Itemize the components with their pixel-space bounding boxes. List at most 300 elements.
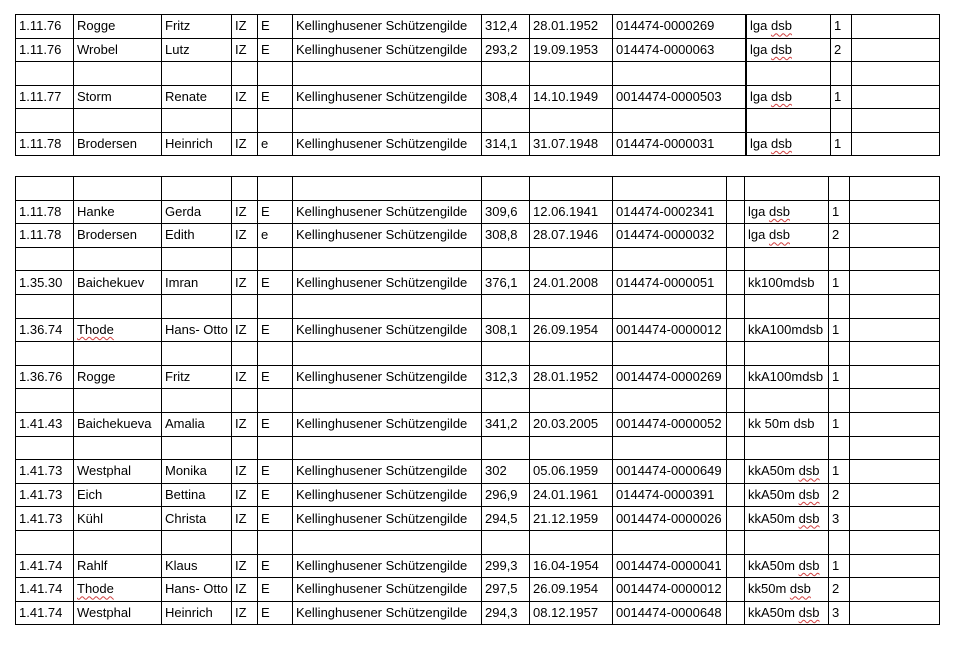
score-cell: 299,3 [482,554,530,578]
rank-cell: 2 [829,224,850,248]
member-id-cell: 0014474-0000052 [613,412,727,436]
rank-cell: 1 [829,200,850,224]
first-name-cell: Renate [162,85,232,109]
surname-cell [74,62,162,86]
table-row [16,578,940,602]
spacer-cell [727,342,745,366]
surname-cell: Westphal [74,460,162,484]
club-name-cell [293,530,482,554]
spacer-cell [727,177,745,201]
extra-cell [850,177,940,201]
class-code-cell: 1.36.74 [16,318,74,342]
birth-date-cell: 16.04-1954 [530,554,613,578]
score-cell: 297,5 [482,578,530,602]
birth-date-cell [530,294,613,318]
member-id-cell: 0014474-0000026 [613,507,727,531]
club-name-cell: Kellinghusener Schützengilde [293,365,482,389]
extra-cell [852,132,940,156]
iz-code-cell [232,342,258,366]
birth-date-cell [530,530,613,554]
birth-date-cell: 14.10.1949 [530,85,613,109]
spacer-cell [727,389,745,413]
club-name-cell [293,109,482,133]
discipline-cell [745,342,829,366]
discipline-cell [745,389,829,413]
discipline-cell: kk50m dsb [745,578,829,602]
birth-date-cell [530,109,613,133]
surname-cell: Wrobel [74,38,162,62]
surname-cell: Eich [74,483,162,507]
iz-code-cell [232,247,258,271]
club-name-cell [293,389,482,413]
score-cell [482,530,530,554]
spacer-cell [727,554,745,578]
score-cell: 308,8 [482,224,530,248]
iz-code-cell [232,294,258,318]
first-name-cell: Heinrich [162,601,232,625]
spellcheck-word: dsb [798,463,820,479]
spacer-cell [727,271,745,295]
surname-cell: Hanke [74,200,162,224]
rank-cell: 2 [829,578,850,602]
e-flag-cell [258,436,293,460]
discipline-cell: kkA50m dsb [745,554,829,578]
birth-date-cell: 08.12.1957 [530,601,613,625]
discipline-cell: lga dsb [747,132,831,156]
e-flag-cell [258,294,293,318]
member-id-cell [613,530,727,554]
score-cell: 312,4 [482,15,530,39]
discipline-cell: kkA100mdsb [745,365,829,389]
table-row [16,318,940,342]
rank-cell: 1 [831,85,852,109]
first-name-cell: Hans- Otto [162,578,232,602]
score-cell: 341,2 [482,412,530,436]
rank-cell: 1 [829,412,850,436]
table-row [16,554,940,578]
iz-code-cell: IZ [232,85,258,109]
first-name-cell: Monika [162,460,232,484]
spellcheck-word: dsb [770,135,792,151]
first-name-cell: Amalia [162,412,232,436]
spacer-cell [727,483,745,507]
score-cell [482,389,530,413]
rank-cell [829,177,850,201]
spellcheck-word: dsb [768,203,790,219]
extra-cell [850,247,940,271]
member-id-cell [613,342,727,366]
e-flag-cell: E [258,601,293,625]
class-code-cell: 1.41.43 [16,412,74,436]
blank-row [16,177,940,201]
rank-cell: 3 [829,601,850,625]
iz-code-cell [232,62,258,86]
iz-code-cell: IZ [232,318,258,342]
birth-date-cell: 20.03.2005 [530,412,613,436]
surname-cell: Rogge [74,365,162,389]
discipline-cell: kkA100mdsb [745,318,829,342]
member-id-cell [613,247,727,271]
first-name-cell [162,436,232,460]
birth-date-cell: 28.01.1952 [530,15,613,39]
e-flag-cell [258,530,293,554]
rank-cell [831,109,852,133]
blank-row [16,436,940,460]
surname-cell: Baichekueva [74,412,162,436]
iz-code-cell: IZ [232,507,258,531]
extra-cell [850,294,940,318]
class-code-cell: 1.41.74 [16,554,74,578]
iz-code-cell: IZ [232,460,258,484]
spellcheck-word: dsb [768,227,790,243]
class-code-cell: 1.11.78 [16,200,74,224]
extra-cell [850,224,940,248]
club-name-cell: Kellinghusener Schützengilde [293,412,482,436]
surname-cell [74,436,162,460]
spacer-cell [727,530,745,554]
club-name-cell: Kellinghusener Schützengilde [293,271,482,295]
blank-row [16,342,940,366]
extra-cell [850,200,940,224]
club-name-cell [293,342,482,366]
class-code-cell [16,294,74,318]
table-row [16,85,940,109]
table-row [16,38,940,62]
class-code-cell: 1.11.78 [16,224,74,248]
results-table-1 [15,14,940,156]
rank-cell: 2 [831,38,852,62]
club-name-cell: Kellinghusener Schützengilde [293,578,482,602]
table-row [16,15,940,39]
spacer-cell [727,460,745,484]
first-name-cell: Hans- Otto [162,318,232,342]
class-code-cell [16,530,74,554]
score-cell [482,247,530,271]
iz-code-cell: IZ [232,200,258,224]
blank-row [16,294,940,318]
discipline-cell: kkA50m dsb [745,460,829,484]
surname-cell: Storm [74,85,162,109]
birth-date-cell: 28.07.1946 [530,224,613,248]
iz-code-cell [232,389,258,413]
birth-date-cell [530,436,613,460]
spacer-cell [727,247,745,271]
extra-cell [850,389,940,413]
table-row [16,365,940,389]
class-code-cell: 1.41.73 [16,483,74,507]
e-flag-cell: E [258,412,293,436]
member-id-cell: 014474-0000391 [613,483,727,507]
table-row [16,224,940,248]
blank-row [16,109,940,133]
birth-date-cell [530,342,613,366]
rank-cell [829,342,850,366]
member-id-cell [613,109,746,133]
birth-date-cell [530,389,613,413]
score-cell: 376,1 [482,271,530,295]
e-flag-cell: E [258,318,293,342]
class-code-cell [16,342,74,366]
e-flag-cell: E [258,507,293,531]
score-cell [482,342,530,366]
score-cell [482,109,530,133]
surname-cell: Westphal [74,601,162,625]
score-cell: 314,1 [482,132,530,156]
birth-date-cell: 26.09.1954 [530,318,613,342]
iz-code-cell: IZ [232,365,258,389]
club-name-cell: Kellinghusener Schützengilde [293,85,482,109]
member-id-cell: 014474-0000051 [613,271,727,295]
score-cell [482,436,530,460]
class-code-cell [16,436,74,460]
club-name-cell [293,62,482,86]
spellcheck-word: dsb [770,88,792,104]
member-id-cell [613,62,746,86]
rank-cell: 1 [829,318,850,342]
table-row [16,132,940,156]
spellcheck-word: dsb [789,581,811,597]
rank-cell: 1 [829,460,850,484]
spellcheck-word: dsb [798,510,820,526]
blank-row [16,247,940,271]
first-name-cell: Bettina [162,483,232,507]
member-id-cell: 014474-0000032 [613,224,727,248]
club-name-cell [293,247,482,271]
first-name-cell [162,389,232,413]
first-name-cell [162,342,232,366]
extra-cell [850,365,940,389]
iz-code-cell [232,530,258,554]
e-flag-cell [258,109,293,133]
score-cell: 296,9 [482,483,530,507]
table-row [16,483,940,507]
spacer-cell [727,578,745,602]
club-name-cell: Kellinghusener Schützengilde [293,554,482,578]
first-name-cell: Lutz [162,38,232,62]
iz-code-cell: IZ [232,132,258,156]
surname-cell [74,342,162,366]
class-code-cell: 1.11.77 [16,85,74,109]
first-name-cell [162,294,232,318]
extra-cell [850,507,940,531]
club-name-cell: Kellinghusener Schützengilde [293,601,482,625]
extra-cell [852,109,940,133]
birth-date-cell: 26.09.1954 [530,578,613,602]
blank-row [16,530,940,554]
surname-cell [74,247,162,271]
first-name-cell: Imran [162,271,232,295]
rank-cell: 2 [829,483,850,507]
class-code-cell: 1.41.73 [16,507,74,531]
first-name-cell: Klaus [162,554,232,578]
class-code-cell: 1.35.30 [16,271,74,295]
e-flag-cell: E [258,365,293,389]
extra-cell [852,85,940,109]
extra-cell [850,530,940,554]
surname-cell: Rogge [74,15,162,39]
spellcheck-word: dsb [798,487,820,503]
first-name-cell [162,530,232,554]
blank-row [16,389,940,413]
discipline-cell: kk 50m dsb [745,412,829,436]
member-id-cell: 014474-0000269 [613,15,746,39]
e-flag-cell [258,177,293,201]
iz-code-cell: IZ [232,38,258,62]
rank-cell: 1 [831,15,852,39]
score-cell [482,294,530,318]
table-row [16,200,940,224]
club-name-cell: Kellinghusener Schützengilde [293,483,482,507]
birth-date-cell: 05.06.1959 [530,460,613,484]
e-flag-cell: e [258,132,293,156]
member-id-cell: 0014474-0000012 [613,318,727,342]
e-flag-cell: E [258,460,293,484]
surname-cell [74,109,162,133]
first-name-cell: Fritz [162,365,232,389]
iz-code-cell [232,109,258,133]
class-code-cell: 1.41.73 [16,460,74,484]
e-flag-cell: E [258,85,293,109]
score-cell [482,62,530,86]
class-code-cell: 1.11.78 [16,132,74,156]
discipline-cell [745,177,829,201]
iz-code-cell: IZ [232,15,258,39]
rank-cell [831,62,852,86]
member-id-cell: 0014474-0000503 [613,85,746,109]
score-cell: 294,3 [482,601,530,625]
discipline-cell [745,530,829,554]
spellcheck-word: dsb [770,41,792,57]
rank-cell: 1 [829,554,850,578]
extra-cell [852,15,940,39]
first-name-cell [162,177,232,201]
e-flag-cell [258,62,293,86]
table-row [16,460,940,484]
discipline-cell: kkA50m dsb [745,483,829,507]
first-name-cell: Gerda [162,200,232,224]
discipline-cell: kkA50m dsb [745,601,829,625]
iz-code-cell: IZ [232,224,258,248]
extra-cell [850,578,940,602]
score-cell: 312,3 [482,365,530,389]
e-flag-cell: E [258,38,293,62]
first-name-cell: Christa [162,507,232,531]
discipline-cell: lga dsb [747,38,831,62]
club-name-cell: Kellinghusener Schützengilde [293,224,482,248]
club-name-cell: Kellinghusener Schützengilde [293,460,482,484]
surname-cell: Brodersen [74,224,162,248]
class-code-cell [16,247,74,271]
extra-cell [850,271,940,295]
extra-cell [850,318,940,342]
score-cell: 308,4 [482,85,530,109]
rank-cell [829,294,850,318]
member-id-cell: 0014474-0000012 [613,578,727,602]
extra-cell [850,483,940,507]
club-name-cell: Kellinghusener Schützengilde [293,132,482,156]
discipline-cell: kk100mdsb [745,271,829,295]
surname-cell: Rahlf [74,554,162,578]
birth-date-cell: 31.07.1948 [530,132,613,156]
extra-cell [850,342,940,366]
iz-code-cell: IZ [232,412,258,436]
rank-cell [829,530,850,554]
surname-cell [74,530,162,554]
first-name-cell: Edith [162,224,232,248]
iz-code-cell: IZ [232,271,258,295]
spacer-cell [727,507,745,531]
first-name-cell: Heinrich [162,132,232,156]
spacer-cell [727,365,745,389]
iz-code-cell: IZ [232,483,258,507]
birth-date-cell: 24.01.2008 [530,271,613,295]
member-id-cell: 014474-0000031 [613,132,746,156]
surname-cell [74,389,162,413]
surname-cell: Baichekuev [74,271,162,295]
discipline-cell: lga dsb [745,200,829,224]
member-id-cell [613,436,727,460]
rank-cell [829,436,850,460]
member-id-cell: 0014474-0000269 [613,365,727,389]
member-id-cell: 0014474-0000041 [613,554,727,578]
e-flag-cell [258,342,293,366]
first-name-cell [162,247,232,271]
score-cell: 302 [482,460,530,484]
spacer-cell [727,412,745,436]
birth-date-cell [530,62,613,86]
extra-cell [850,554,940,578]
iz-code-cell: IZ [232,554,258,578]
member-id-cell [613,294,727,318]
results-table-2 [15,176,940,625]
discipline-cell: lga dsb [747,85,831,109]
score-cell: 294,5 [482,507,530,531]
table-row [16,271,940,295]
spacer-cell [727,601,745,625]
table-row [16,601,940,625]
e-flag-cell [258,247,293,271]
spacer-cell [727,200,745,224]
extra-cell [850,412,940,436]
club-name-cell [293,294,482,318]
rank-cell [829,247,850,271]
discipline-cell: lga dsb [747,15,831,39]
table-row [16,412,940,436]
extra-cell [850,436,940,460]
score-cell [482,177,530,201]
birth-date-cell: 28.01.1952 [530,365,613,389]
member-id-cell [613,177,727,201]
club-name-cell: Kellinghusener Schützengilde [293,507,482,531]
table-row [16,507,940,531]
spacer-cell [727,224,745,248]
iz-code-cell [232,436,258,460]
surname-cell: Brodersen [74,132,162,156]
birth-date-cell: 24.01.1961 [530,483,613,507]
birth-date-cell: 19.09.1953 [530,38,613,62]
class-code-cell [16,177,74,201]
spellcheck-word: dsb [770,18,792,34]
class-code-cell: 1.41.74 [16,578,74,602]
club-name-cell [293,177,482,201]
class-code-cell [16,109,74,133]
surname-cell [74,177,162,201]
first-name-cell [162,62,232,86]
spacer-cell [727,318,745,342]
extra-cell [852,62,940,86]
class-code-cell [16,62,74,86]
iz-code-cell [232,177,258,201]
